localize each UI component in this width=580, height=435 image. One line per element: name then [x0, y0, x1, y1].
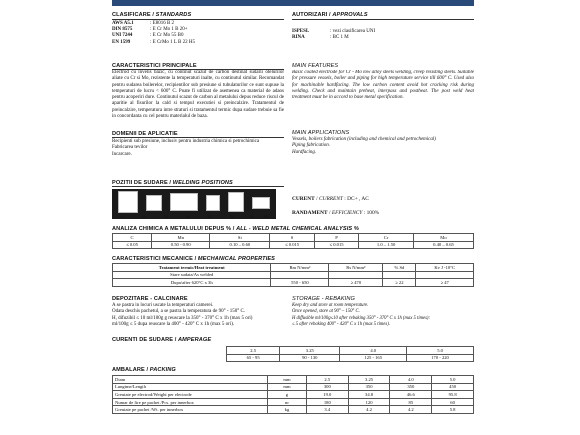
mechanical-properties-table: [112, 263, 474, 287]
deposition-efficiency: RANDAMENT / EFFICIENCY : 100%: [292, 210, 380, 216]
packing-table: [112, 375, 474, 414]
features-heading-en: MAIN FEATURES: [292, 63, 339, 69]
features-text-en: Basic coated electrode for Cr - Mo low alloy steels welding, creep resisting steels. Suitable for pressure vessels, boiler and piping for high temperature service till 600° C. Used also for machinable hardfacing. The low carbon content avoid hot cracking risk during welding. Check and maintain preheat, interpass and postheat. The post weld heat treatment must be in accord to base metal specification.: [292, 70, 474, 101]
chemical-heading: ANALIZA CHIMICA A METALULUI DEPUS % / ALL - WELD METAL CHEMICAL ANALYSIS %: [112, 226, 359, 232]
table-row: 65 - 95 90 - 130 125 - 165 170 - 220: [227, 354, 474, 362]
divider: [112, 137, 284, 138]
table-row: Diam mm 2.5 3.25 4.0 5.0: [113, 376, 474, 384]
positions-labels: 1G 2F 3G 4G 5G 6G PA PB: [120, 215, 269, 219]
divider: [292, 19, 474, 20]
classification-heading: CLASIFICARE / STANDARDS: [112, 12, 192, 18]
storage-text-ro: A se pastra in locuri uscate la temperaturi camerei. Odata deschis pachetul, a se pastra la temperatura de 90° - 150° C. H, difuzibil ≤ 10 ml/100g g reuscare la 350° - 370° C x 1h (max 5 ori) ml/100g ≤ 5 dupa reuscare la 400° - 420° C x 1h (max 5 ori).: [112, 303, 253, 327]
table-row: ≤ 0.05 0.50 - 0.90 0.10 – 0.60 ≤ 0.015 ≤ 0.015 1.0 – 1.50 0.40 – 0.65: [113, 241, 474, 249]
table-row: 2.5 3.25 4.0 5.0: [227, 347, 474, 355]
storage-heading-ro: DEPOZITARE - CALCINARE: [112, 296, 188, 302]
table-row: Greutate pe pachet /Wt. per innerbox kg 3.4 4.2 4.2 5.8: [113, 406, 474, 414]
divider: [112, 186, 284, 187]
mechanical-heading: CARACTERISTICI MECANICE / MECHANICAL PROPERTIES: [112, 256, 276, 262]
table-row: Greutate pe electrod/Weight per electrode g 19.0 34.8 46.6 95.8: [113, 391, 474, 399]
divider: [112, 19, 284, 20]
table-row: Stare sudata/As welded: [113, 271, 474, 279]
features-text-ro: Electrod cu învelis bazic, cu continut scazut de carbon destinat sudarii otelurilor aliate cu Cr si Mo, rezistente la temperaturi inalte, cu continutul similar. Recomandat pentru sudarea boilerelor, recipientilor sub presiune si tubulaturilor ce sunt supuse la temperaturi de lucru < 600° C. Poate fi utilizat de asemenea ca material de adaos pentru acoperiri dure. Continutul scazut de carbon al metalului depus reduce riscul de aparitie al fisurilor la cald si tempul executiei si preincalzire. Tratamentul de preincalzire, temperatura intre straturi si tratamentul termic dupa sudare trebuie sa fie in concordanta cu cel pentru materialul de baza.: [112, 70, 284, 120]
current-type: CURENT / CURRENT : DC+ , AC: [292, 196, 369, 202]
storage-text-en: Keep dry and store at room temperature. Once opened, store at 90° – 150° C. H diffusible ml/100g≤10 after rebaking 350° - 370° C x 1h (max 5 times): ≤ 5 after rebaking 400° - 420° C x 1h (max 5 times).: [292, 303, 431, 327]
table-row: C Mn Si S P Cr Mo: [113, 234, 474, 242]
applications-text-en: Vessels, boilers fabrication (including and chemical and petrochemical) Piping fabrication. Hardfacing.: [292, 137, 436, 155]
storage-heading-en: STORAGE - REBAKING: [292, 296, 355, 302]
applications-text-ro: Recipienti sub presiune, inclusiv pentru industria chimica si petrochimica Fabricarea tevilor Incarcare.: [112, 139, 260, 157]
top-header-bar: [112, 0, 474, 6]
chemical-analysis-table: [112, 233, 474, 249]
table-row: Dupa/after 620°C x 3h 550 - 650 ≥ 470 ≥ 22 ≥ 47: [113, 279, 474, 287]
positions-heading: POZITII DE SUDARE / WELDING POSITIONS: [112, 180, 233, 186]
approvals-list: ISPESL : vezi clasificarea UNI RINA : BC 1 M: [292, 29, 376, 41]
applications-heading-en: MAIN APPLICATIONS: [292, 130, 350, 136]
table-row: Lungime/Length mm 300 350 350 450: [113, 383, 474, 391]
table-row: Numar de fire pe pachet /Pcs. per innerbox nr 180 120 85 60: [113, 398, 474, 406]
amperage-heading: CURENTI DE SUDARE / AMPERAGE: [112, 337, 212, 343]
features-heading-ro: CARACTERISTICI PRINCIPALE: [112, 63, 197, 69]
amperage-table: [226, 346, 474, 362]
approvals-heading: AUTORIZARI / APPROVALS: [292, 12, 368, 18]
applications-heading-ro: DOMENII DE APLICATIE: [112, 131, 178, 137]
classification-list: AWS A5.1 : E8016 B 2 DIN 8575 : E Cr Mo 1 B 20+ UNI 7244 : E Cr Mo 55 B0 EN 1599 : E CrMo 1 L B 22 H5: [112, 21, 195, 45]
packing-heading: AMBALARE / PACKING: [112, 367, 176, 373]
table-row: Tratament termic/Heat treatment Rm N/mm² Rs N/mm² % Sd Kv J -10°C: [113, 264, 474, 272]
